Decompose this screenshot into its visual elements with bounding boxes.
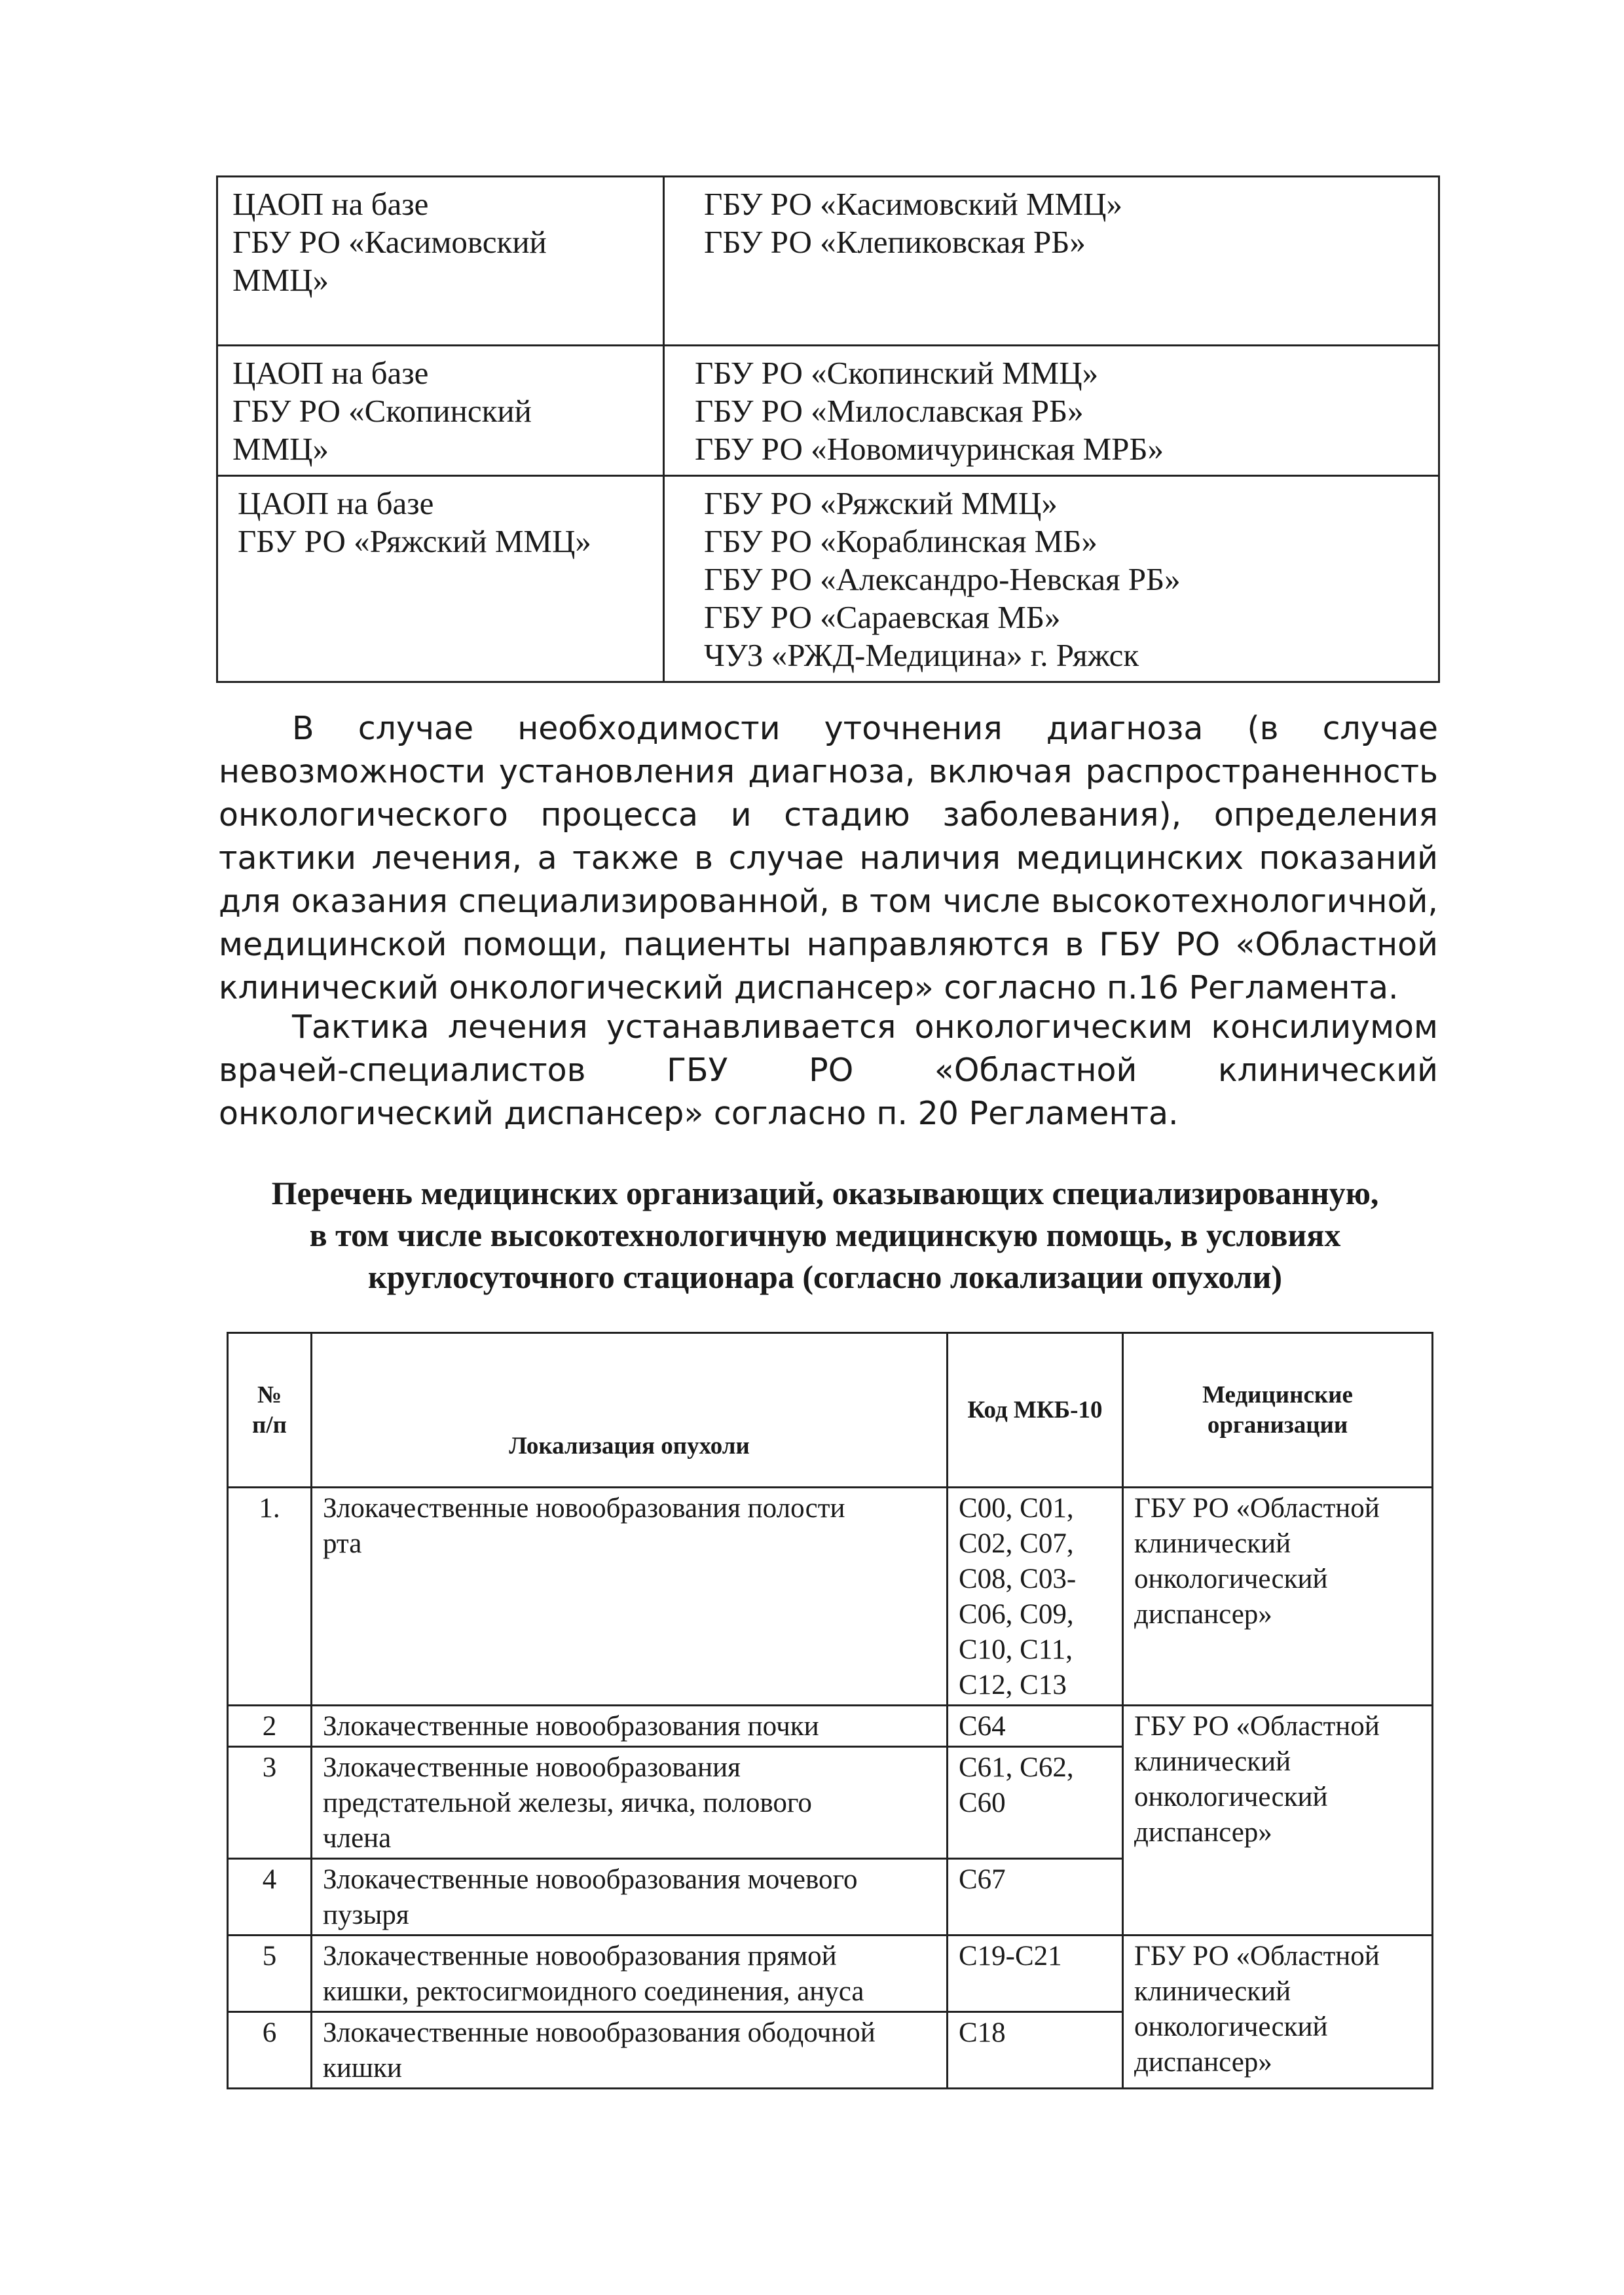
section-heading xyxy=(210,1172,1441,1298)
cell-line: Злокачественные новообразования прямой xyxy=(323,1941,837,1972)
cell-line: кишки xyxy=(323,2053,402,2084)
col-header-organizations: Медицинские организации xyxy=(1123,1333,1433,1488)
cell-line: ЦАОП на базе xyxy=(232,186,429,222)
row-localization xyxy=(312,1706,948,1747)
table-header-row xyxy=(228,1333,1433,1488)
cell-line: ГБУ РО «Милославская РБ» xyxy=(695,393,1084,429)
orgs-cell xyxy=(664,476,1439,682)
cell-line: клинический xyxy=(1134,1976,1291,2007)
cell-line: Злокачественные новообразования мочевого xyxy=(323,1864,858,1895)
orgs-cell xyxy=(664,346,1439,476)
medical-organizations-table xyxy=(227,1332,1433,2089)
cell-line: С61, С62, xyxy=(959,1752,1074,1783)
heading-line: Перечень медицинских организаций, оказывающих специализированную, xyxy=(271,1175,1379,1211)
cell-line: рта xyxy=(323,1528,362,1559)
cell-line: С67 xyxy=(959,1864,1006,1895)
cell-line: С60 xyxy=(959,1788,1006,1818)
cell-line: ГБУ РО «Ряжский ММЦ» xyxy=(704,485,1058,521)
cell-line: пузыря xyxy=(323,1900,409,1930)
row-icd-code xyxy=(948,1859,1123,1936)
cell-line: С00, С01, xyxy=(959,1493,1074,1524)
cell-line: клинический xyxy=(1134,1746,1291,1777)
cell-line: С10, С11, xyxy=(959,1634,1073,1665)
cell-line: Злокачественные новообразования полости xyxy=(323,1493,845,1524)
table-row xyxy=(217,476,1439,682)
cell-line: предстательной железы, яичка, полового xyxy=(323,1788,812,1818)
cell-line: онкологический xyxy=(1134,2011,1328,2042)
row-icd-code xyxy=(948,2012,1123,2089)
cell-line: С64 xyxy=(959,1711,1006,1742)
body-paragraph xyxy=(219,1006,1438,1135)
center-cell xyxy=(217,346,664,476)
row-number: 3 xyxy=(228,1747,312,1859)
center-cell xyxy=(217,177,664,346)
cell-line: ЦАОП на базе xyxy=(238,485,434,521)
center-cell xyxy=(217,476,664,682)
cell-line: ГБУ РО «Касимовский xyxy=(232,224,547,260)
heading-line: в том числе высокотехнологичную медицинскую помощь, в условиях xyxy=(309,1217,1341,1253)
cell-line: ГБУ РО «Областной xyxy=(1134,1941,1380,1972)
cell-line: ГБУ РО «Скопинский ММЦ» xyxy=(695,355,1099,391)
row-icd-code xyxy=(948,1936,1123,2012)
orgs-cell xyxy=(664,177,1439,346)
table-row xyxy=(217,177,1439,346)
cell-line: ГБУ РО «Касимовский ММЦ» xyxy=(704,186,1123,222)
cell-line: ГБУ РО «Клепиковская РБ» xyxy=(704,224,1086,260)
body-paragraph xyxy=(219,707,1438,1010)
cell-line: онкологический xyxy=(1134,1782,1328,1812)
row-number: 4 xyxy=(228,1859,312,1936)
cell-line: кишки, ректосигмоидного соединения, ануса xyxy=(323,1976,864,2007)
row-localization xyxy=(312,1747,948,1859)
cell-line: ЧУЗ «РЖД-Медицина» г. Ряжск xyxy=(704,637,1139,673)
paragraph-text: Тактика лечения устанавливается онкологическим консилиумом врачей-специалистов ГБУ РО «Областной клинический онкологический диспансер» согласно п. 20 Регламента. xyxy=(219,1008,1438,1132)
heading-line: круглосуточного стационара (согласно локализации опухоли) xyxy=(367,1258,1283,1295)
row-organization xyxy=(1123,1706,1433,1936)
paragraph-text: В случае необходимости уточнения диагноза (в случае невозможности установления диагноза, включая распространенность онкологического процесса и стадию заболевания), определения тактики лечения, а также в случае наличия медицинских показаний для оказания специализированной, в том числе высокотехнологичной, медицинской помощи, пациенты направляются в ГБУ РО «Областной клинический онкологический диспансер» согласно п.16 Регламента. xyxy=(219,710,1438,1006)
cell-line: Злокачественные новообразования xyxy=(323,1752,741,1783)
cell-line: ЦАОП на базе xyxy=(232,355,429,391)
cell-line: онкологический xyxy=(1134,1564,1328,1594)
table-row xyxy=(217,346,1439,476)
cell-line: диспансер» xyxy=(1134,2047,1272,2078)
row-number: 2 xyxy=(228,1706,312,1747)
table-row xyxy=(228,1488,1433,1706)
row-localization xyxy=(312,2012,948,2089)
cell-line: ГБУ РО «Областной xyxy=(1134,1711,1380,1742)
row-icd-code xyxy=(948,1747,1123,1859)
cell-line: клинический xyxy=(1134,1528,1291,1559)
cell-line: С06, С09, xyxy=(959,1599,1074,1630)
row-organization xyxy=(1123,1488,1433,1706)
cell-line: ММЦ» xyxy=(232,262,329,298)
cell-line: члена xyxy=(323,1823,392,1854)
row-number: 6 xyxy=(228,2012,312,2089)
row-localization xyxy=(312,1488,948,1706)
cell-line: диспансер» xyxy=(1134,1817,1272,1848)
cell-line: С19-С21 xyxy=(959,1941,1062,1972)
cell-line: ГБУ РО «Кораблинская МБ» xyxy=(704,523,1098,559)
col-header-icd-code: Код МКБ-10 xyxy=(948,1333,1123,1488)
cell-line: ММЦ» xyxy=(232,431,329,467)
cell-line: Злокачественные новообразования ободочной xyxy=(323,2017,876,2048)
row-localization xyxy=(312,1936,948,2012)
row-number: 1. xyxy=(228,1488,312,1706)
cell-line: ГБУ РО «Сараевская МБ» xyxy=(704,599,1061,635)
cell-line: диспансер» xyxy=(1134,1599,1272,1630)
cell-line: ГБУ РО «Областной xyxy=(1134,1493,1380,1524)
cell-line: С02, С07, xyxy=(959,1528,1074,1559)
referral-centers-table xyxy=(216,175,1440,683)
row-organization xyxy=(1123,1936,1433,2089)
cell-line: ГБУ РО «Ряжский ММЦ» xyxy=(238,523,591,559)
table-row xyxy=(228,1706,1433,1747)
cell-line: С08, С03- xyxy=(959,1564,1077,1594)
cell-line: ГБУ РО «Александро-Невская РБ» xyxy=(704,561,1181,597)
table-row xyxy=(228,1936,1433,2012)
cell-line: С18 xyxy=(959,2017,1006,2048)
row-icd-code xyxy=(948,1488,1123,1706)
col-header-localization: Локализация опухоли xyxy=(312,1333,948,1488)
row-icd-code xyxy=(948,1706,1123,1747)
cell-line: ГБУ РО «Новомичуринская МРБ» xyxy=(695,431,1164,467)
row-number: 5 xyxy=(228,1936,312,2012)
row-localization xyxy=(312,1859,948,1936)
cell-line: ГБУ РО «Скопинский xyxy=(232,393,532,429)
col-header-number: № п/п xyxy=(228,1333,312,1488)
cell-line: С12, С13 xyxy=(959,1670,1067,1700)
cell-line: Злокачественные новообразования почки xyxy=(323,1711,819,1742)
